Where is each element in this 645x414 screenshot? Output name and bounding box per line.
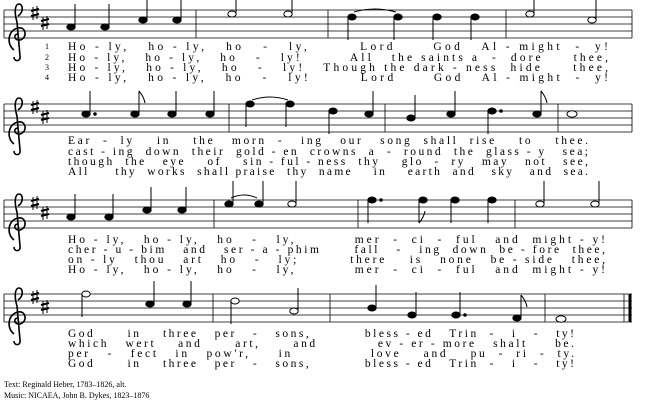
note	[255, 201, 263, 207]
music-credit: Music: NICAEA, John B. Dykes, 1823–1876	[4, 391, 150, 400]
note	[225, 201, 233, 207]
note	[394, 14, 402, 20]
note	[447, 111, 455, 117]
lyric-line: which wert and art, and ev - er - more shalt be.	[68, 338, 575, 350]
note	[206, 111, 214, 117]
note	[533, 111, 541, 117]
note	[228, 11, 236, 17]
key-signature-sharps-icon	[31, 100, 49, 124]
note	[526, 11, 534, 17]
note	[178, 207, 186, 213]
note	[246, 101, 254, 107]
verse-number: 2	[45, 53, 49, 62]
note	[131, 111, 139, 117]
treble-clef-icon	[9, 98, 25, 155]
note	[365, 111, 373, 117]
verse-number: 4	[45, 73, 49, 82]
note	[146, 301, 154, 307]
note	[588, 17, 596, 23]
lyric-line: Ho - ly, ho - ly, ho - ly, mer - ci - ful and might - y!	[68, 264, 605, 276]
note	[488, 108, 496, 114]
note	[433, 14, 441, 20]
note	[183, 301, 191, 307]
lyric-line: cast - ing down their gold - en crowns a - round the glass - y sea;	[68, 146, 589, 158]
lyric-line: cher - u - bim and ser - a - phim fall - ing down be - fore thee,	[68, 244, 606, 256]
note	[513, 315, 521, 321]
lyric-line: Ho - ly, ho - ly, ho - ly! All the saints a - dore thee,	[68, 52, 608, 64]
tie	[252, 97, 288, 100]
text-credit: Text: Reginald Heber, 1783–1826, alt.	[4, 380, 127, 389]
lyric-line: All thy works shall praise thy name in earth and sky and sea.	[68, 166, 588, 178]
note	[368, 305, 376, 311]
lyric-line: God in three per - sons, bless - ed Trin - i - ty!	[68, 328, 574, 340]
verse-number: 1	[45, 42, 49, 51]
note	[591, 201, 599, 207]
note	[173, 17, 181, 23]
treble-clef-icon	[9, 288, 25, 345]
note	[407, 115, 415, 121]
lyric-line: God in three per - sons, bless - ed Trin - i - ty!	[68, 358, 574, 370]
note	[567, 111, 577, 117]
note	[556, 316, 566, 322]
note	[488, 197, 496, 203]
note	[288, 201, 296, 207]
credits	[4, 379, 149, 401]
lyric-line: Ho - ly, ho - ly, ho - ly, Lord God Al - might - y!	[68, 41, 608, 53]
lyric-line: Ho - ly, ho - ly, ho - ly! Though the dark - ness hide thee,	[68, 62, 609, 74]
treble-clef-icon	[9, 4, 25, 61]
note	[168, 111, 176, 117]
note	[471, 14, 479, 20]
note	[231, 298, 239, 304]
note	[419, 197, 427, 203]
note	[451, 197, 459, 203]
note	[348, 14, 356, 20]
treble-clef-icon	[9, 194, 25, 251]
lyric-line: though the eye of sin - ful - ness thy glo - ry may not see,	[68, 156, 588, 168]
note	[408, 312, 416, 318]
lyric-line: Ho - ly, ho - ly, ho - ly! Lord God Al - might - y!	[68, 72, 609, 84]
note	[284, 11, 292, 17]
lyric-line: Ear - ly in the morn - ing our song shall rise to thee.	[68, 135, 589, 147]
note	[290, 308, 298, 314]
note	[452, 312, 460, 318]
note	[82, 291, 90, 297]
tie	[354, 9, 396, 12]
note	[67, 24, 75, 30]
lyric-line: Ho - ly, ho - ly, ho - ly, mer - ci - ful and might - y!	[68, 234, 605, 246]
note	[82, 111, 90, 117]
note	[286, 101, 294, 107]
note	[536, 201, 544, 207]
verse-number: 3	[45, 63, 49, 72]
lyric-line: on - ly thou art ho - ly; there is none be - side thee,	[68, 254, 605, 266]
note	[67, 214, 75, 220]
note	[368, 197, 376, 203]
note	[329, 108, 337, 114]
note	[105, 214, 113, 220]
lyric-line: per - fect in pow'r, in love and pu - ri - ty.	[68, 348, 575, 360]
tie	[231, 195, 257, 198]
note	[139, 17, 147, 23]
note	[143, 207, 151, 213]
note	[101, 24, 109, 30]
